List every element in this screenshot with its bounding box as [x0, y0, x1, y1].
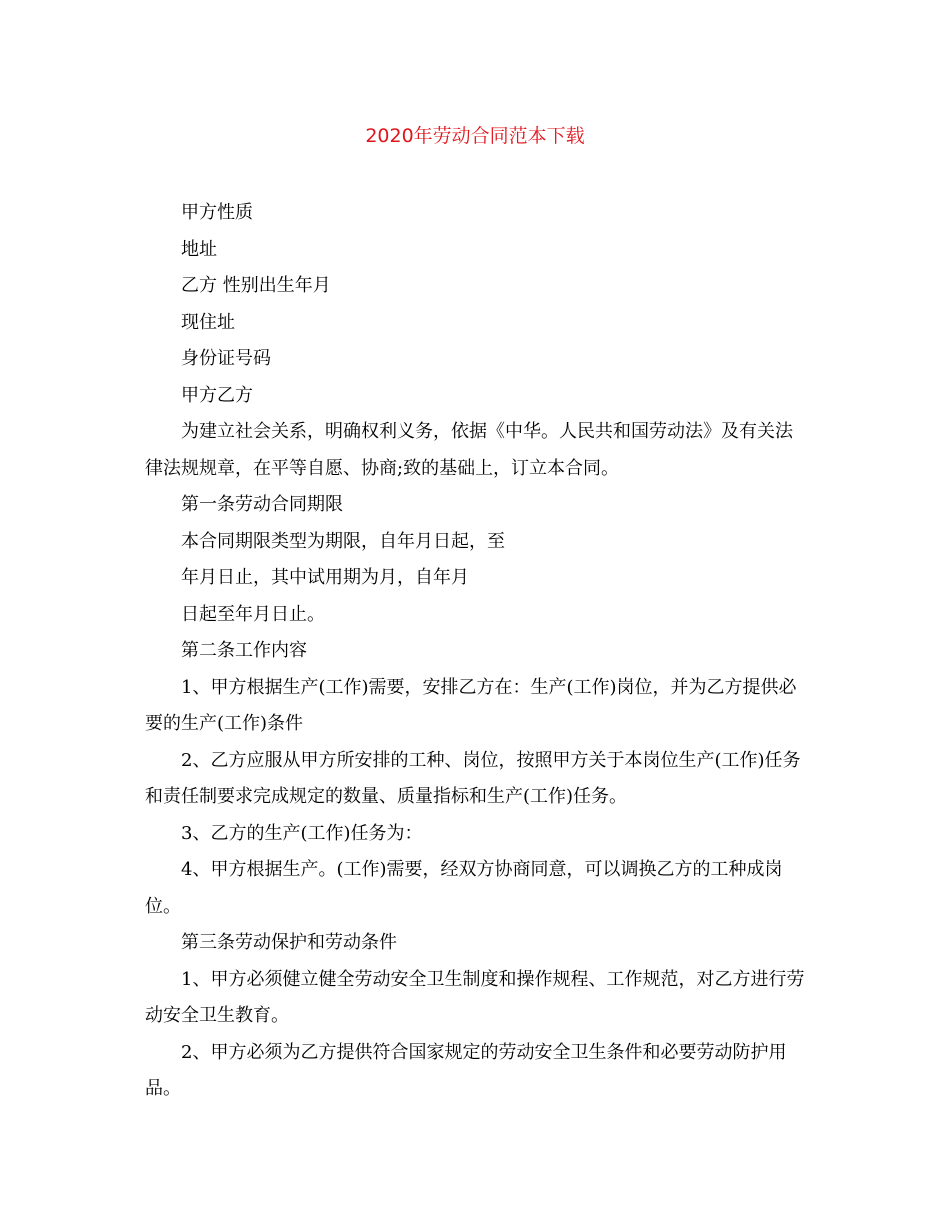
paragraph: 3、乙方的生产(工作)任务为： [181, 822, 423, 844]
document-title: 2020年劳动合同范本下载 [365, 125, 585, 147]
paragraph: 本合同期限类型为期限，自年月日起，至 [181, 530, 505, 552]
paragraph: 甲方乙方 [181, 384, 253, 406]
paragraph: 日起至年月日止。 [181, 603, 325, 625]
document-body [145, 195, 810, 1108]
paragraph: 1、甲方根据生产(工作)需要，安排乙方在：生产(工作)岗位，并为乙方提供必要的生产(工作)条件 [145, 676, 797, 734]
paragraph: 第一条劳动合同期限 [181, 494, 343, 515]
paragraph: 年月日止，其中试用期为月，自年月 [181, 567, 469, 588]
paragraph: 第三条劳动保护和劳动条件 [181, 932, 397, 953]
paragraph: 为建立社会关系，明确权利义务，依据《中华。人民共和国劳动法》及有关法律法规规章，在平等自愿、协商;致的基础上，订立本合同。 [145, 421, 793, 479]
paragraph: 1、甲方必须健立健全劳动安全卫生制度和操作规程、工作规范，对乙方进行劳动安全卫生教育。 [145, 968, 805, 1026]
paragraph: 4、甲方根据生产。(工作)需要，经双方协商同意，可以调换乙方的工种成岗位。 [145, 859, 783, 917]
paragraph: 现住址 [181, 311, 235, 333]
paragraph: 第二条工作内容 [181, 640, 307, 661]
paragraph: 地址 [181, 238, 217, 260]
paragraph: 2、甲方必须为乙方提供符合国家规定的劳动安全卫生条件和必要劳动防护用品。 [145, 1041, 787, 1099]
paragraph: 身份证号码 [181, 348, 271, 369]
paragraph: 甲方性质 [181, 202, 253, 223]
paragraph: 乙方 性别出生年月 [181, 275, 331, 296]
paragraph: 2、乙方应服从甲方所安排的工种、岗位，按照甲方关于本岗位生产(工作)任务和责任制要求完成规定的数量、质量指标和生产(工作)任务。 [145, 749, 801, 807]
